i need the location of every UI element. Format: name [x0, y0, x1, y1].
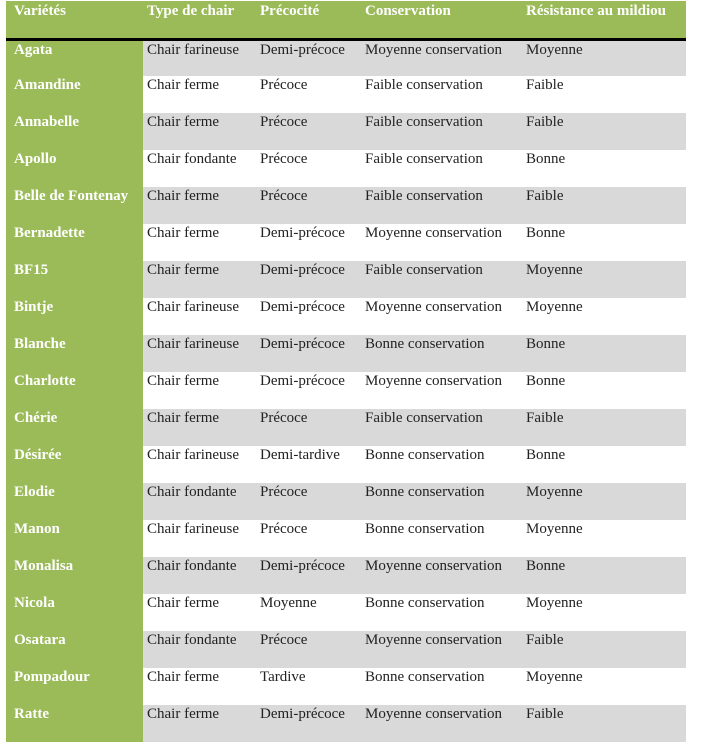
variety-name-cell: Bernadette: [6, 224, 143, 261]
storage-cell: Faible conservation: [361, 187, 522, 224]
variety-name-cell: Apollo: [6, 150, 143, 187]
earliness-cell: Demi-précoce: [256, 335, 361, 372]
storage-cell: Faible conservation: [361, 76, 522, 113]
earliness-cell: Moyenne: [256, 594, 361, 631]
table-row: [6, 76, 686, 113]
variety-name-cell: Elodie: [6, 483, 143, 520]
variety-name-cell: Belle de Fontenay: [6, 187, 143, 224]
storage-cell: Moyenne conservation: [361, 372, 522, 409]
storage-cell: Bonne conservation: [361, 446, 522, 483]
blight-resistance-cell: Moyenne: [522, 39, 686, 76]
flesh-type-cell: Chair ferme: [143, 76, 256, 113]
table-row: [6, 372, 686, 409]
blight-resistance-cell: Bonne: [522, 446, 686, 483]
blight-resistance-cell: Faible: [522, 113, 686, 150]
earliness-cell: Précoce: [256, 76, 361, 113]
flesh-type-cell: Chair ferme: [143, 594, 256, 631]
table-row: [6, 594, 686, 631]
table-row: [6, 113, 686, 150]
flesh-type-cell: Chair ferme: [143, 224, 256, 261]
earliness-cell: Demi-précoce: [256, 372, 361, 409]
earliness-cell: Demi-précoce: [256, 705, 361, 742]
blight-resistance-cell: Faible: [522, 705, 686, 742]
blight-resistance-cell: Faible: [522, 631, 686, 668]
variety-name-cell: Pompadour: [6, 668, 143, 705]
earliness-cell: Demi-précoce: [256, 298, 361, 335]
table-row: [6, 335, 686, 372]
earliness-cell: Demi-précoce: [256, 557, 361, 594]
flesh-type-cell: Chair ferme: [143, 261, 256, 298]
table-row: [6, 298, 686, 335]
table-row: [6, 483, 686, 520]
table-row: [6, 224, 686, 261]
storage-cell: Moyenne conservation: [361, 557, 522, 594]
storage-cell: Bonne conservation: [361, 335, 522, 372]
table-body: [6, 39, 686, 742]
variety-name-cell: BF15: [6, 261, 143, 298]
flesh-type-cell: Chair fondante: [143, 631, 256, 668]
blight-resistance-cell: Faible: [522, 76, 686, 113]
flesh-type-cell: Chair farineuse: [143, 520, 256, 557]
blight-resistance-cell: Faible: [522, 187, 686, 224]
blight-resistance-cell: Bonne: [522, 150, 686, 187]
storage-cell: Moyenne conservation: [361, 705, 522, 742]
earliness-cell: Précoce: [256, 631, 361, 668]
flesh-type-cell: Chair ferme: [143, 705, 256, 742]
variety-name-cell: Monalisa: [6, 557, 143, 594]
flesh-type-cell: Chair farineuse: [143, 39, 256, 76]
storage-cell: Moyenne conservation: [361, 631, 522, 668]
variety-name-cell: Ratte: [6, 705, 143, 742]
earliness-cell: Précoce: [256, 113, 361, 150]
blight-resistance-cell: Faible: [522, 409, 686, 446]
header-row: [6, 1, 686, 39]
storage-cell: Bonne conservation: [361, 594, 522, 631]
variety-name-cell: Charlotte: [6, 372, 143, 409]
flesh-type-cell: Chair ferme: [143, 113, 256, 150]
variety-name-cell: Annabelle: [6, 113, 143, 150]
blight-resistance-cell: Bonne: [522, 372, 686, 409]
header-resistance-mildiou: Résistance au mildiou: [522, 1, 686, 39]
table-row: [6, 39, 686, 76]
table-row: [6, 520, 686, 557]
header-type-de-chair: Type de chair: [143, 1, 256, 39]
variety-name-cell: Osatara: [6, 631, 143, 668]
variety-name-cell: Agata: [6, 39, 143, 76]
flesh-type-cell: Chair ferme: [143, 187, 256, 224]
earliness-cell: Tardive: [256, 668, 361, 705]
table-row: [6, 187, 686, 224]
blight-resistance-cell: Moyenne: [522, 483, 686, 520]
storage-cell: Faible conservation: [361, 409, 522, 446]
variety-name-cell: Amandine: [6, 76, 143, 113]
earliness-cell: Précoce: [256, 150, 361, 187]
storage-cell: Moyenne conservation: [361, 298, 522, 335]
blight-resistance-cell: Moyenne: [522, 261, 686, 298]
storage-cell: Moyenne conservation: [361, 39, 522, 76]
earliness-cell: Demi-précoce: [256, 224, 361, 261]
table-row: [6, 150, 686, 187]
earliness-cell: Demi-précoce: [256, 261, 361, 298]
earliness-cell: Précoce: [256, 409, 361, 446]
flesh-type-cell: Chair ferme: [143, 668, 256, 705]
flesh-type-cell: Chair farineuse: [143, 298, 256, 335]
table-header: [6, 1, 686, 39]
table-row: [6, 261, 686, 298]
earliness-cell: Demi-précoce: [256, 39, 361, 76]
variety-name-cell: Blanche: [6, 335, 143, 372]
earliness-cell: Précoce: [256, 483, 361, 520]
flesh-type-cell: Chair ferme: [143, 409, 256, 446]
flesh-type-cell: Chair farineuse: [143, 335, 256, 372]
table-row: [6, 557, 686, 594]
blight-resistance-cell: Moyenne: [522, 520, 686, 557]
storage-cell: Faible conservation: [361, 150, 522, 187]
storage-cell: Moyenne conservation: [361, 224, 522, 261]
flesh-type-cell: Chair ferme: [143, 372, 256, 409]
table-row: [6, 446, 686, 483]
variety-name-cell: Chérie: [6, 409, 143, 446]
blight-resistance-cell: Bonne: [522, 557, 686, 594]
storage-cell: Faible conservation: [361, 113, 522, 150]
variety-name-cell: Désirée: [6, 446, 143, 483]
variety-name-cell: Manon: [6, 520, 143, 557]
flesh-type-cell: Chair fondante: [143, 483, 256, 520]
storage-cell: Bonne conservation: [361, 483, 522, 520]
storage-cell: Faible conservation: [361, 261, 522, 298]
flesh-type-cell: Chair farineuse: [143, 446, 256, 483]
earliness-cell: Précoce: [256, 187, 361, 224]
storage-cell: Bonne conservation: [361, 668, 522, 705]
blight-resistance-cell: Moyenne: [522, 298, 686, 335]
header-precocite: Précocité: [256, 1, 361, 39]
blight-resistance-cell: Bonne: [522, 224, 686, 261]
flesh-type-cell: Chair fondante: [143, 150, 256, 187]
header-conservation: Conservation: [361, 1, 522, 39]
blight-resistance-cell: Moyenne: [522, 594, 686, 631]
table-row: [6, 631, 686, 668]
earliness-cell: Précoce: [256, 520, 361, 557]
storage-cell: Bonne conservation: [361, 520, 522, 557]
blight-resistance-cell: Bonne: [522, 335, 686, 372]
table-row: [6, 409, 686, 446]
header-varietes: Variétés: [6, 1, 143, 39]
blight-resistance-cell: Moyenne: [522, 668, 686, 705]
potato-varieties-table: [6, 1, 686, 742]
variety-name-cell: Bintje: [6, 298, 143, 335]
variety-name-cell: Nicola: [6, 594, 143, 631]
table-row: [6, 668, 686, 705]
table-row: [6, 705, 686, 742]
earliness-cell: Demi-tardive: [256, 446, 361, 483]
flesh-type-cell: Chair fondante: [143, 557, 256, 594]
